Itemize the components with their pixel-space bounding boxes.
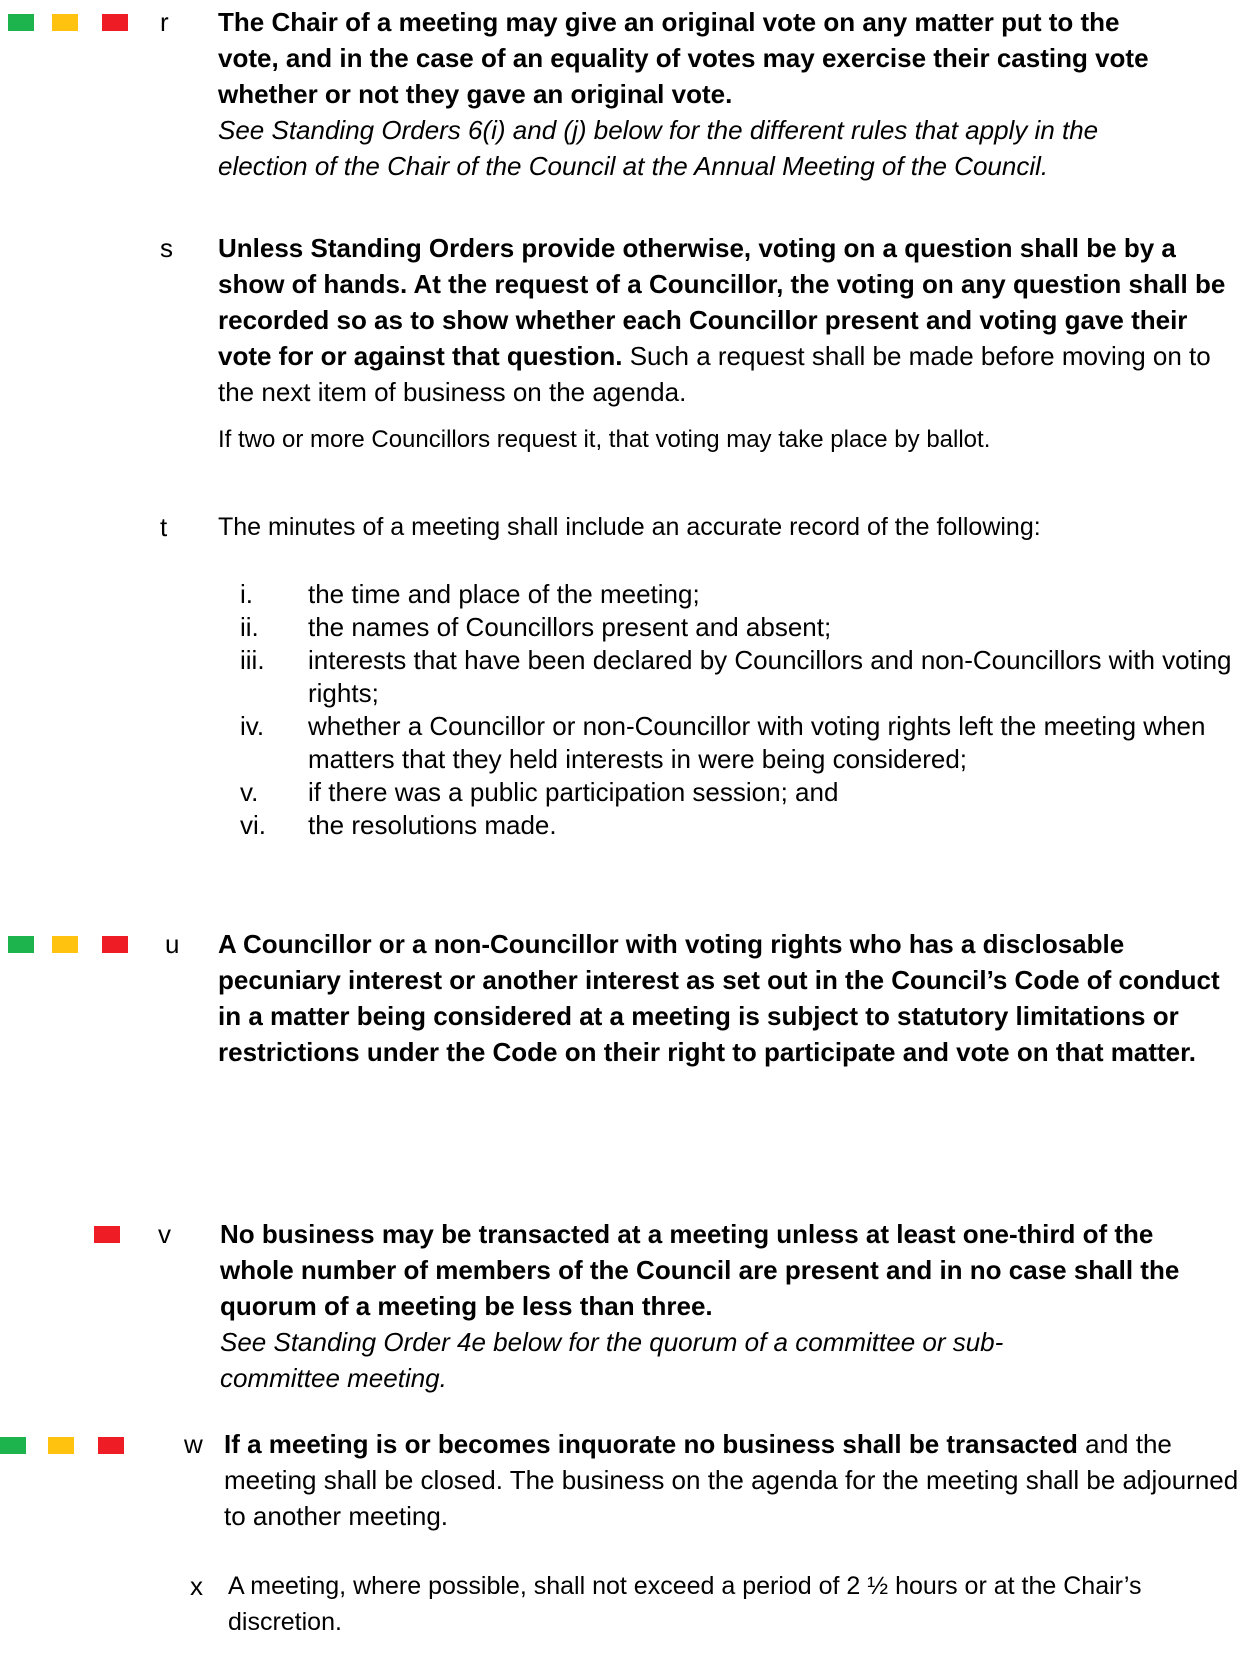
item-r-text [218, 4, 1178, 184]
item-x-text: A meeting, where possible, shall not exceed a period of 2 ½ hours or at the Chair’s discretion. [228, 1572, 1142, 1636]
item-s-plain: Such a request shall be made before moving on to the next item of business on the agenda. [218, 341, 1211, 407]
item-v-note: See Standing Order 4e below for the quorum of a committee or sub-committee meeting. [220, 1327, 1004, 1393]
list-item: vi. the resolutions made. [240, 810, 557, 840]
item-v-bold: No business may be transacted at a meeting unless at least one-third of the whole number of members of the Council are present and in no case shall the quorum of a meeting be less than three. [220, 1219, 1180, 1321]
item-s-bold: Unless Standing Orders provide otherwise, voting on a question shall be by a show of hands. At the request of a Councillor, the voting on any question shall be recorded so as to show whether each Councillor present and voting gave their vote for or against that question. [218, 233, 1226, 371]
item-u-bold: A Councillor or a non-Councillor with voting rights who has a disclosable pecuniary interest or another interest as set out in the Council’s Code of conduct in a matter being considered at a meeting is subject to statutory limitations or restrictions under the Code on their right to participate and vote on that matter. [218, 929, 1220, 1067]
list-item: iv. whether a Councillor or non-Councillor with voting rights left the meeting when matters that they held interests in were being considered; [240, 711, 1206, 774]
marker-group-v [94, 1226, 124, 1243]
yellow-marker [52, 936, 78, 953]
item-t-intro: The minutes of a meeting shall include an accurate record of the following: [218, 513, 1041, 541]
list-item: i. the time and place of the meeting; [240, 579, 700, 609]
marker-group-w [0, 1437, 130, 1454]
green-marker [8, 936, 34, 953]
green-marker [0, 1437, 26, 1454]
item-r-bold: The Chair of a meeting may give an original vote on any matter put to the vote, and in the case of an equality of votes may exercise their casting vote whether or not they gave an original vote. [218, 7, 1149, 109]
item-letter-r: r [160, 7, 169, 37]
item-s-text [218, 230, 1248, 410]
item-w-bold: If a meeting is or becomes inquorate no business shall be transacted [224, 1429, 1078, 1459]
red-marker [98, 1437, 124, 1454]
item-r-note: See Standing Orders 6(i) and (j) below for the different rules that apply in the election of the Chair of the Council at the Annual Meeting of the Council. [218, 115, 1099, 181]
item-letter-w: w [184, 1429, 203, 1459]
item-letter-x: x [190, 1571, 203, 1601]
minutes-record-list [240, 578, 1240, 842]
red-marker [102, 14, 128, 31]
item-letter-u: u [165, 929, 180, 959]
item-letter-t: t [160, 512, 168, 542]
red-marker [94, 1226, 120, 1243]
list-item: iii. interests that have been declared by Councillors and non-Councillors with voting rights; [240, 645, 1232, 708]
list-item: ii. the names of Councillors present and absent; [240, 612, 832, 642]
yellow-marker [52, 14, 78, 31]
red-marker [102, 936, 128, 953]
item-u-text [218, 926, 1228, 1070]
item-w-plain: and the meeting shall be closed. The business on the agenda for the meeting shall be adjourned to another meeting. [224, 1429, 1239, 1531]
item-w-text [224, 1426, 1252, 1534]
item-v-text [220, 1216, 1230, 1396]
marker-group-u [8, 936, 128, 953]
item-s-extra: If two or more Councillors request it, that voting may take place by ballot. [218, 426, 991, 453]
yellow-marker [48, 1437, 74, 1454]
list-item: v. if there was a public participation session; and [240, 777, 839, 807]
marker-group-r [8, 14, 128, 31]
item-letter-s: s [160, 233, 173, 263]
item-letter-v: v [158, 1219, 171, 1249]
green-marker [8, 14, 34, 31]
